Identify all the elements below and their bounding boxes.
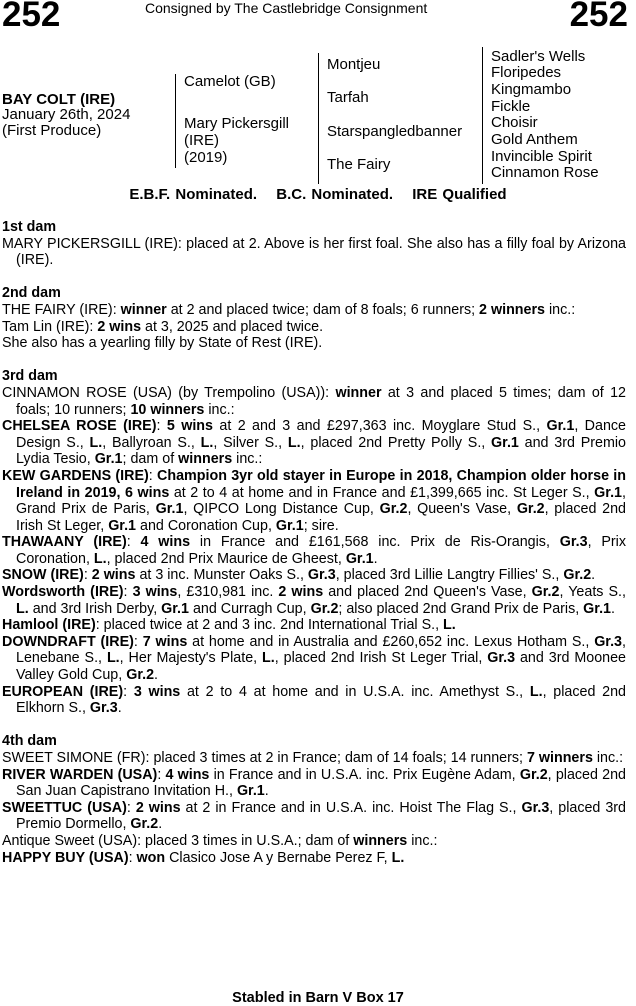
second-dam-text: THE FAIRY (IRE): winner at 2 and placed twice; dam of 8 foals; 6 runners; 2 winners inc.: [2,301,576,318]
horse-title: BAY COLT (IRE) [2,91,116,108]
third-dam-runner: KEW GARDENS (IRE): Champion 3yr old stayer in Europe in 2018, Champion older horse in Ireland in 2019, 6 wins at 2 to 4 at home and in France and £1,399,665 inc. St Leger S., Gr.1, Grand Prix de Paris, Gr.1, QIPCO Long Distance Cup, Gr.2, Queen's Vase, Gr.2, placed 2nd Irish St Leger, Gr.1 and Coronation Cup, Gr.1; sire. [2,467,627,534]
third-dam-runner: DOWNDRAFT (IRE): 7 wins at home and in Australia and £260,652 inc. Lexus Hotham S., Gr.3, Lenebane S., L., Her Majesty's Plate, L., placed 2nd Irish St Leger Trial, Gr.3 and 3rd Moonee Valley Gold Cup, Gr.2. [2,633,627,684]
pedigree-gen4-item: Gold Anthem [491,131,578,148]
lot-number-right: 252 [569,0,628,34]
nomination-ire: IRE Qualified [412,186,507,203]
pedigree-gen4-item: Floripedes [491,64,562,81]
horse-note: (First Produce) [2,122,102,139]
third-dam-runner: Hamlool (IRE): placed twice at 2 and 3 inc. 2nd International Trial S., L. [2,617,456,634]
pedigree-gen3-item: The Fairy [327,156,391,173]
pedigree-bracket-2 [318,53,319,184]
nomination-bc: B.C. Nominated. [276,186,394,203]
fourth-dam-runner: RIVER WARDEN (USA): 4 wins in France and in U.S.A. inc. Prix Eugène Adam, Gr.2, placed 2nd San Juan Capistrano Invitation H., Gr.1. [2,766,626,800]
pedigree-gen4-item: Sadler's Wells [491,48,586,65]
section-heading: 1st dam [2,219,57,235]
pedigree-gen4-item: Cinnamon Rose [491,164,599,181]
horse-foaled: January 26th, 2024 [2,106,131,123]
lot-number-left: 252 [2,0,61,34]
section-heading: 3rd dam [2,368,58,385]
fourth-dam-runner: SWEETTUC (USA): 2 wins at 2 in France and in U.S.A. inc. Hoist The Flag S., Gr.3, placed 3rd Premio Dormello, Gr.2. [2,799,627,833]
pedigree-gen4-item: Choisir [491,114,538,131]
pedigree-dam-line3: (2019) [184,149,228,166]
third-dam-runner: THAWAANY (IRE): 4 wins in France and £161,568 inc. Prix de Ris-Orangis, Gr.3, Prix Coronation, L., placed 2nd Prix Maurice de Gheest, Gr.1. [2,534,626,567]
pedigree-gen4-item: Fickle [491,98,531,115]
third-dam-text: CINNAMON ROSE (USA) (by Trempolino (USA)): winner at 3 and placed 5 times; dam of 12 foals; 10 runners; 10 winners inc.: [2,384,627,418]
nominations-line [0,186,636,203]
pedigree-dam-line1: Mary Pickersgill [184,115,290,132]
stabling-info: Stabled in Barn V Box 17 [232,990,404,1006]
pedigree-gen3-item: Tarfah [327,89,369,106]
section-heading: 2nd dam [2,285,61,302]
nomination-ebf: E.B.F. Nominated. [129,186,258,203]
consignor: Consigned by The Castlebridge Consignment [145,0,428,16]
pedigree-sire: Camelot (GB) [184,73,276,90]
third-dam-runner: EUROPEAN (IRE): 3 wins at 2 to 4 at home and in U.S.A. inc. Amethyst S., L., placed 2nd Elkhorn S., Gr.3. [2,683,627,717]
pedigree-dam-line2: (IRE) [184,132,219,149]
pedigree-bracket-1 [175,74,176,168]
third-dam-runner: Wordsworth (IRE): 3 wins, £310,981 inc. 2 wins and placed 2nd Queen's Vase, Gr.2, Yeats S., L. and 3rd Irish Derby, Gr.1 and Curragh Cup, Gr.2; also placed 2nd Grand Prix de Paris, Gr.1. [2,584,626,617]
pedigree-bracket-3 [482,47,483,184]
pedigree-gen3-item: Starspangledbanner [327,123,463,140]
fourth-dam-runner: Antique Sweet (USA): placed 3 times in U.S.A.; dam of winners inc.: [2,832,438,849]
catalogue-body [2,219,626,866]
pedigree-gen4-item: Kingmambo [491,81,572,98]
fourth-dam-runner: HAPPY BUY (USA): won Clasico Jose A y Bernabe Perez F, L. [2,849,405,866]
second-dam-runner: Tam Lin (IRE): 2 wins at 3, 2025 and placed twice. [2,318,324,335]
second-dam-note: She also has a yearling filly by State of Rest (IRE). [2,335,323,352]
section-heading: 4th dam [2,733,57,750]
first-dam-text: MARY PICKERSGILL (IRE): placed at 2. Above is her first foal. She also has a filly foal by Arizona (IRE). [2,235,626,269]
third-dam-runner: CHELSEA ROSE (IRE): 5 wins at 2 and 3 and £297,363 inc. Moyglare Stud S., Gr.1, Dance Design S., L., Ballyroan S., L., Silver S., L., placed 2nd Pretty Polly S., Gr.1 and 3rd Premio Lydia Tesio, Gr.1; dam of winners inc.: [2,418,627,468]
pedigree-gen3-item: Montjeu [327,56,381,73]
fourth-dam-text: SWEET SIMONE (FR): placed 3 times at 2 in France; dam of 14 foals; 14 runners; 7 winners inc.: [2,750,624,766]
pedigree-gen4-item: Invincible Spirit [491,148,592,165]
third-dam-runner: SNOW (IRE): 2 wins at 3 inc. Munster Oaks S., Gr.3, placed 3rd Lillie Langtry Fillies' S., Gr.2. [2,567,596,584]
